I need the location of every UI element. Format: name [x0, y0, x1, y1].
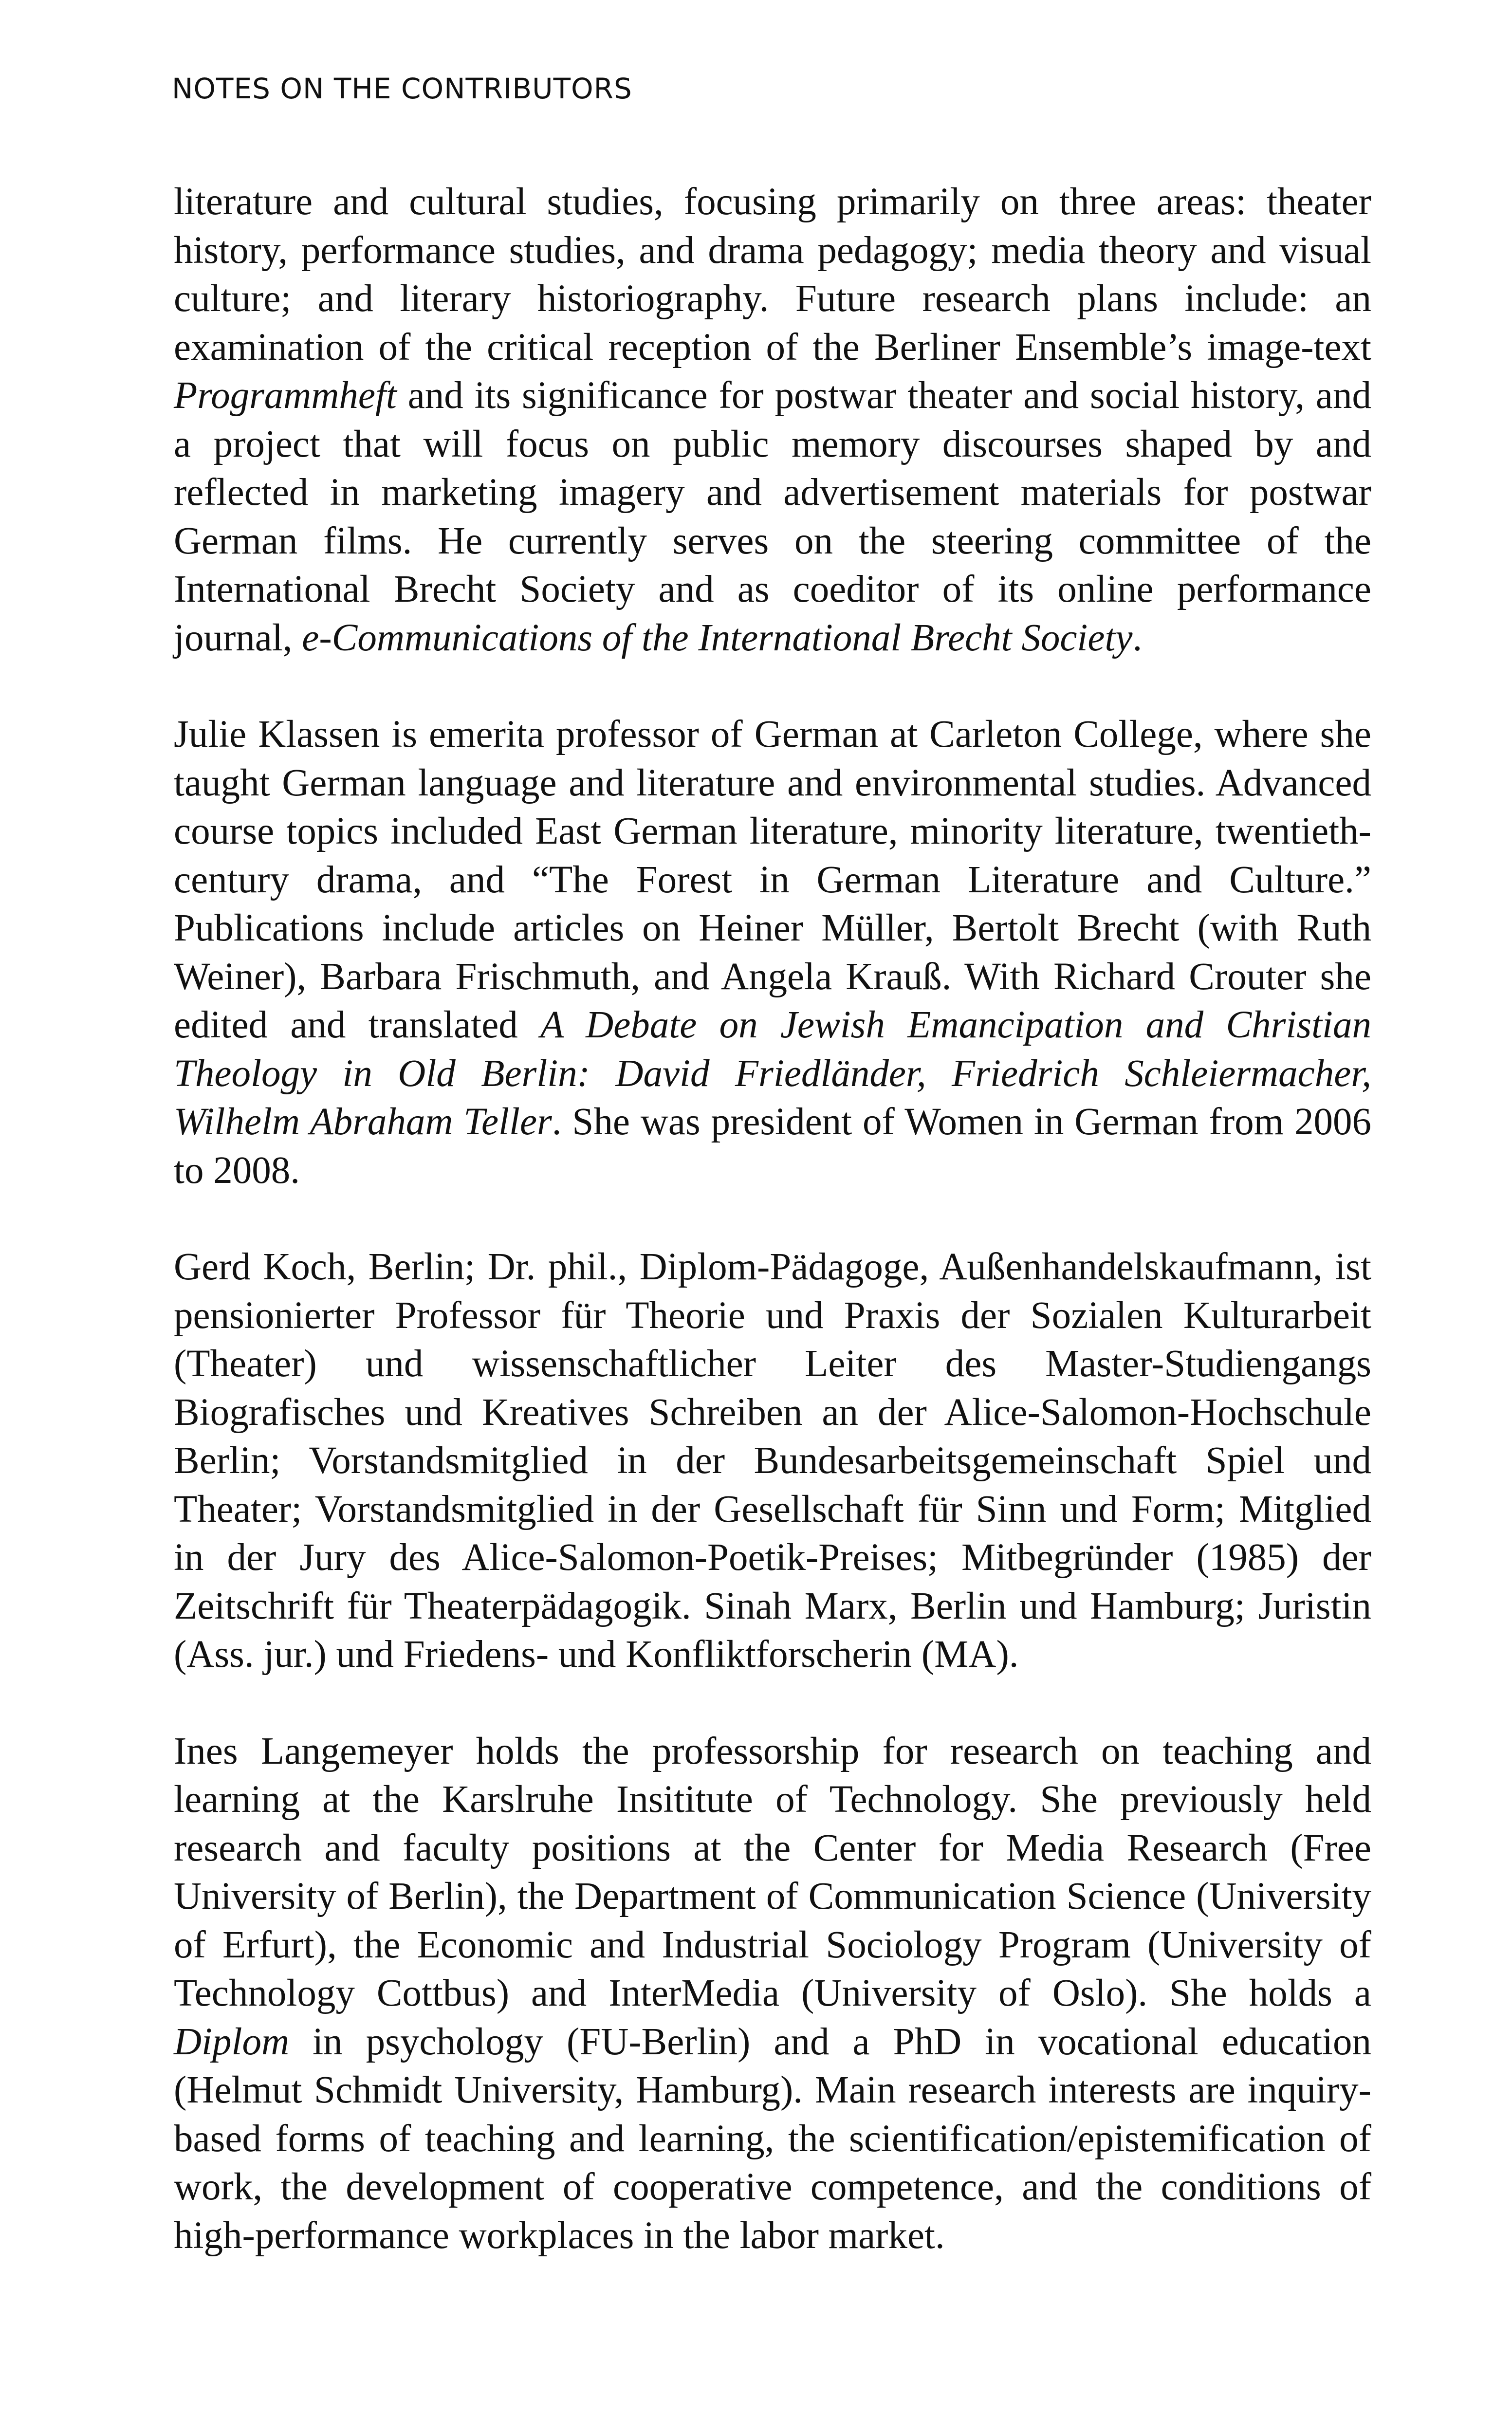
bio-paragraph-klassen — [174, 710, 1371, 1195]
text-run: . — [1132, 616, 1143, 659]
text-run: literature and cultural studies, focusing primarily on three areas: theater history, performance studies, and drama pedagogy; media theory and visual culture; and literary historiography. Future research plans include: an examination of the critical reception of the Berliner Ensemble’s image-text — [174, 181, 1371, 369]
contributor-notes — [174, 178, 1371, 2260]
text-run: in psychology (FU-Berlin) and a PhD in vocational education (Helmut Schmidt University, Hamburg). Main research interests are inquiry-based forms of teaching and learning, the scientification/epistemification of work, the development of cooperative competence, and the conditions of high-performance workplaces in the labor market. — [174, 2020, 1371, 2257]
italic-title-debate: A Debate on Jewish Emancipation and Christian Theology in Old Berlin: David Friedländer, Friedrich Schleiermacher, Wilhelm Abraham Teller — [174, 1004, 1371, 1143]
text-run: and its significance for postwar theater and social history, and a project that will focus on public memory discourses shaped by and reflected in marketing imagery and advertisement materials for postwar German films. He currently serves on the steering committee of the International Brecht Society and as coeditor of its online performance journal, — [174, 374, 1371, 659]
italic-title-programmheft: Programmheft — [174, 374, 397, 417]
bio-paragraph-langemeyer — [174, 1727, 1371, 2260]
italic-term-diplom: Diplom — [174, 2020, 289, 2063]
text-run: Gerd Koch, Berlin; Dr. phil., Diplom-Pädagoge, Außenhandelskaufmann, ist pensionierter Professor für Theorie und Praxis der Sozialen Kulturarbeit (Theater) und wissenschaftlicher Leiter des Master-Studiengangs Biografisches und Kreatives Schreiben an der Alice-Salomon-Hochschule Berlin; Vorstandsmitglied in der Bundesarbeitsgemeinschaft Spiel und Theater; Vorstandsmitglied in der Gesellschaft für Sinn und Form; Mitglied in der Jury des Alice-Salomon-Poetik-Preises; Mitbegründer (1985) der Zeitschrift für Theaterpädagogik. Sinah Marx, Berlin und Hamburg; Juristin (Ass. jur.) und Friedens- und Konfliktforscherin (MA). — [174, 1246, 1371, 1676]
bio-paragraph-continued — [174, 178, 1371, 662]
text-run: Ines Langemeyer holds the professorship for research on teaching and learning at the Karslruhe Insititute of Technology. She previously held research and faculty positions at the Center for Media Research (Free University of Berlin), the Department of Communication Science (University of Erfurt), the Economic and Industrial Sociology Program (University of Technology Cottbus) and InterMedia (University of Oslo). She holds a — [174, 1730, 1371, 2014]
text-run: . She was president of Women in German from 2006 to 2008. — [174, 1101, 1371, 1192]
text-run: Julie Klassen is emerita professor of German at Carleton College, where she taught German language and literature and environmental studies. Advanced course topics included East German literature, minority literature, twentieth-century drama, and “The Forest in German Literature and Culture.” Publications include articles on Heiner Müller, Bertolt Brecht (with Ruth Weiner), Barbara Frischmuth, and Angela Krauß. With Richard Crouter she edited and translated — [174, 713, 1371, 1046]
running-head: NOTES ON THE CONTRIBUTORS — [172, 72, 632, 105]
italic-title-journal: e-Communications of the International Brecht Society — [302, 616, 1133, 659]
bio-paragraph-koch — [174, 1243, 1371, 1679]
